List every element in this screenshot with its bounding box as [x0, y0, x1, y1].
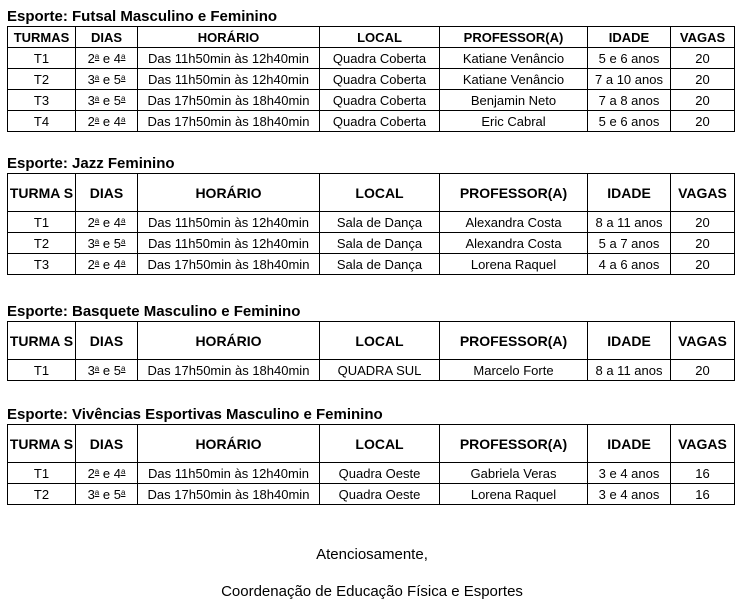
idade-cell: 8 a 11 anos [588, 212, 671, 233]
local-cell: Quadra Oeste [320, 484, 440, 505]
turma-cell: T1 [8, 48, 76, 69]
section-basquete [7, 303, 734, 381]
dias-cell [76, 90, 138, 111]
local-cell: Sala de Dança [320, 254, 440, 275]
local-cell: QUADRA SUL [320, 360, 440, 381]
dia-first: 3 [87, 92, 95, 108]
header-professor: PROFESSOR(A) [440, 322, 588, 360]
table-row [8, 233, 735, 254]
dia-first: 2 [87, 214, 95, 230]
table-row [8, 254, 735, 275]
header-turmas: TURMAS [8, 27, 76, 48]
dia-second: 4 [113, 214, 121, 230]
signature-text: Coordenação de Educação Física e Esportes [221, 583, 523, 600]
local-cell: Quadra Coberta [320, 90, 440, 111]
header-local: LOCAL [320, 425, 440, 463]
horario-cell: Das 11h50min às 12h40min [138, 463, 320, 484]
ordinal-mark: a [120, 93, 126, 103]
header-idade: IDADE [588, 174, 671, 212]
horario-cell: Das 17h50min às 18h40min [138, 254, 320, 275]
turma-cell: T1 [8, 212, 76, 233]
idade-cell: 3 e 4 anos [588, 484, 671, 505]
table-row [8, 212, 735, 233]
table-header-row [8, 322, 735, 360]
professor-cell: Alexandra Costa [440, 233, 588, 254]
header-professor: PROFESSOR(A) [440, 27, 588, 48]
header-vagas: VAGAS [671, 425, 735, 463]
horario-cell: Das 11h50min às 12h40min [138, 212, 320, 233]
header-vagas: VAGAS [671, 322, 735, 360]
table-row [8, 69, 735, 90]
professor-cell: Eric Cabral [440, 111, 588, 132]
schedule-table [7, 424, 735, 505]
local-cell: Quadra Oeste [320, 463, 440, 484]
ordinal-mark: a [94, 257, 100, 267]
dia-second: 5 [113, 486, 121, 502]
dia-second: 4 [113, 465, 121, 481]
dias-connector: e [102, 486, 111, 502]
vagas-cell: 20 [671, 90, 735, 111]
local-cell: Sala de Dança [320, 233, 440, 254]
idade-cell: 7 a 8 anos [588, 90, 671, 111]
ordinal-mark: a [120, 215, 126, 225]
ordinal-mark: a [94, 215, 100, 225]
header-horario: HORÁRIO [138, 174, 320, 212]
dia-first: 2 [87, 465, 95, 481]
dias-cell [76, 69, 138, 90]
table-header-row [8, 425, 735, 463]
professor-cell: Lorena Raquel [440, 484, 588, 505]
dia-second: 5 [113, 362, 121, 378]
dia-first: 3 [87, 362, 95, 378]
turma-cell: T4 [8, 111, 76, 132]
section-title: Esporte: Jazz Feminino [7, 155, 175, 172]
horario-cell: Das 17h50min às 18h40min [138, 111, 320, 132]
dias-connector: e [102, 71, 111, 87]
header-dias: DIAS [76, 322, 138, 360]
dias-cell [76, 48, 138, 69]
turma-cell: T2 [8, 233, 76, 254]
dias-cell [76, 212, 138, 233]
vagas-cell: 20 [671, 69, 735, 90]
idade-cell: 7 a 10 anos [588, 69, 671, 90]
ordinal-mark: a [94, 236, 100, 246]
dias-connector: e [102, 256, 111, 272]
header-idade: IDADE [588, 425, 671, 463]
dias-cell [76, 233, 138, 254]
header-horario: HORÁRIO [138, 27, 320, 48]
local-cell: Quadra Coberta [320, 48, 440, 69]
table-row [8, 111, 735, 132]
dia-first: 2 [87, 113, 95, 129]
header-professor: PROFESSOR(A) [440, 425, 588, 463]
ordinal-mark: a [120, 114, 126, 124]
dias-connector: e [102, 50, 111, 66]
vagas-cell: 20 [671, 48, 735, 69]
ordinal-mark: a [94, 487, 100, 497]
dias-connector: e [102, 92, 111, 108]
header-idade: IDADE [588, 27, 671, 48]
dia-second: 4 [113, 256, 121, 272]
section-vivencias [7, 406, 734, 505]
dia-first: 3 [87, 486, 95, 502]
turma-cell: T2 [8, 69, 76, 90]
section-title: Esporte: Vivências Esportivas Masculino e Feminino [7, 406, 383, 423]
professor-cell: Lorena Raquel [440, 254, 588, 275]
header-horario: HORÁRIO [138, 322, 320, 360]
dia-second: 5 [113, 92, 121, 108]
section-jazz [7, 155, 734, 275]
dia-second: 5 [113, 235, 121, 251]
ordinal-mark: a [94, 93, 100, 103]
dias-cell [76, 484, 138, 505]
dia-first: 3 [87, 71, 95, 87]
ordinal-mark: a [94, 466, 100, 476]
header-local: LOCAL [320, 27, 440, 48]
idade-cell: 5 e 6 anos [588, 111, 671, 132]
idade-cell: 3 e 4 anos [588, 463, 671, 484]
ordinal-mark: a [94, 363, 100, 373]
ordinal-mark: a [120, 487, 126, 497]
vagas-cell: 20 [671, 233, 735, 254]
dias-connector: e [102, 362, 111, 378]
header-dias: DIAS [76, 174, 138, 212]
header-local: LOCAL [320, 174, 440, 212]
dias-connector: e [102, 235, 111, 251]
vagas-cell: 16 [671, 484, 735, 505]
header-turmas: TURMA S [8, 174, 76, 212]
local-cell: Sala de Dança [320, 212, 440, 233]
header-dias: DIAS [76, 425, 138, 463]
ordinal-mark: a [120, 72, 126, 82]
header-idade: IDADE [588, 322, 671, 360]
local-cell: Quadra Coberta [320, 69, 440, 90]
turma-cell: T1 [8, 463, 76, 484]
table-header-row [8, 174, 735, 212]
horario-cell: Das 11h50min às 12h40min [138, 233, 320, 254]
horario-cell: Das 17h50min às 18h40min [138, 484, 320, 505]
ordinal-mark: a [120, 51, 126, 61]
dia-first: 3 [87, 235, 95, 251]
header-vagas: VAGAS [671, 27, 735, 48]
ordinal-mark: a [120, 363, 126, 373]
professor-cell: Marcelo Forte [440, 360, 588, 381]
dias-cell [76, 360, 138, 381]
schedule-table [7, 173, 735, 275]
vagas-cell: 16 [671, 463, 735, 484]
professor-cell: Benjamin Neto [440, 90, 588, 111]
closing-text: Atenciosamente, [316, 546, 428, 563]
header-professor: PROFESSOR(A) [440, 174, 588, 212]
horario-cell: Das 17h50min às 18h40min [138, 90, 320, 111]
table-row [8, 48, 735, 69]
professor-cell: Katiane Venâncio [440, 69, 588, 90]
professor-cell: Katiane Venâncio [440, 48, 588, 69]
section-title: Esporte: Futsal Masculino e Feminino [7, 8, 278, 25]
header-vagas: VAGAS [671, 174, 735, 212]
ordinal-mark: a [120, 466, 126, 476]
dia-second: 4 [113, 113, 121, 129]
header-turmas: TURMA S [8, 322, 76, 360]
header-horario: HORÁRIO [138, 425, 320, 463]
horario-cell: Das 17h50min às 18h40min [138, 360, 320, 381]
vagas-cell: 20 [671, 360, 735, 381]
dias-cell [76, 463, 138, 484]
turma-cell: T1 [8, 360, 76, 381]
dias-connector: e [102, 465, 111, 481]
schedule-table [7, 26, 735, 132]
table-header-row [8, 27, 735, 48]
dia-first: 2 [87, 256, 95, 272]
vagas-cell: 20 [671, 254, 735, 275]
ordinal-mark: a [94, 114, 100, 124]
horario-cell: Das 11h50min às 12h40min [138, 69, 320, 90]
schedule-table [7, 321, 735, 381]
dias-cell [76, 254, 138, 275]
dias-connector: e [102, 214, 111, 230]
turma-cell: T2 [8, 484, 76, 505]
vagas-cell: 20 [671, 212, 735, 233]
idade-cell: 5 e 6 anos [588, 48, 671, 69]
header-local: LOCAL [320, 322, 440, 360]
professor-cell: Alexandra Costa [440, 212, 588, 233]
idade-cell: 8 a 11 anos [588, 360, 671, 381]
ordinal-mark: a [94, 72, 100, 82]
dias-cell [76, 111, 138, 132]
ordinal-mark: a [120, 236, 126, 246]
header-turmas: TURMA S [8, 425, 76, 463]
section-futsal [7, 8, 734, 132]
table-row [8, 360, 735, 381]
table-row [8, 484, 735, 505]
section-title: Esporte: Basquete Masculino e Feminino [7, 303, 301, 320]
ordinal-mark: a [120, 257, 126, 267]
dia-second: 5 [113, 71, 121, 87]
idade-cell: 4 a 6 anos [588, 254, 671, 275]
turma-cell: T3 [8, 254, 76, 275]
professor-cell: Gabriela Veras [440, 463, 588, 484]
dia-second: 4 [113, 50, 121, 66]
dias-connector: e [102, 113, 111, 129]
ordinal-mark: a [94, 51, 100, 61]
turma-cell: T3 [8, 90, 76, 111]
vagas-cell: 20 [671, 111, 735, 132]
table-row [8, 463, 735, 484]
idade-cell: 5 a 7 anos [588, 233, 671, 254]
horario-cell: Das 11h50min às 12h40min [138, 48, 320, 69]
header-dias: DIAS [76, 27, 138, 48]
table-row [8, 90, 735, 111]
dia-first: 2 [87, 50, 95, 66]
local-cell: Quadra Coberta [320, 111, 440, 132]
